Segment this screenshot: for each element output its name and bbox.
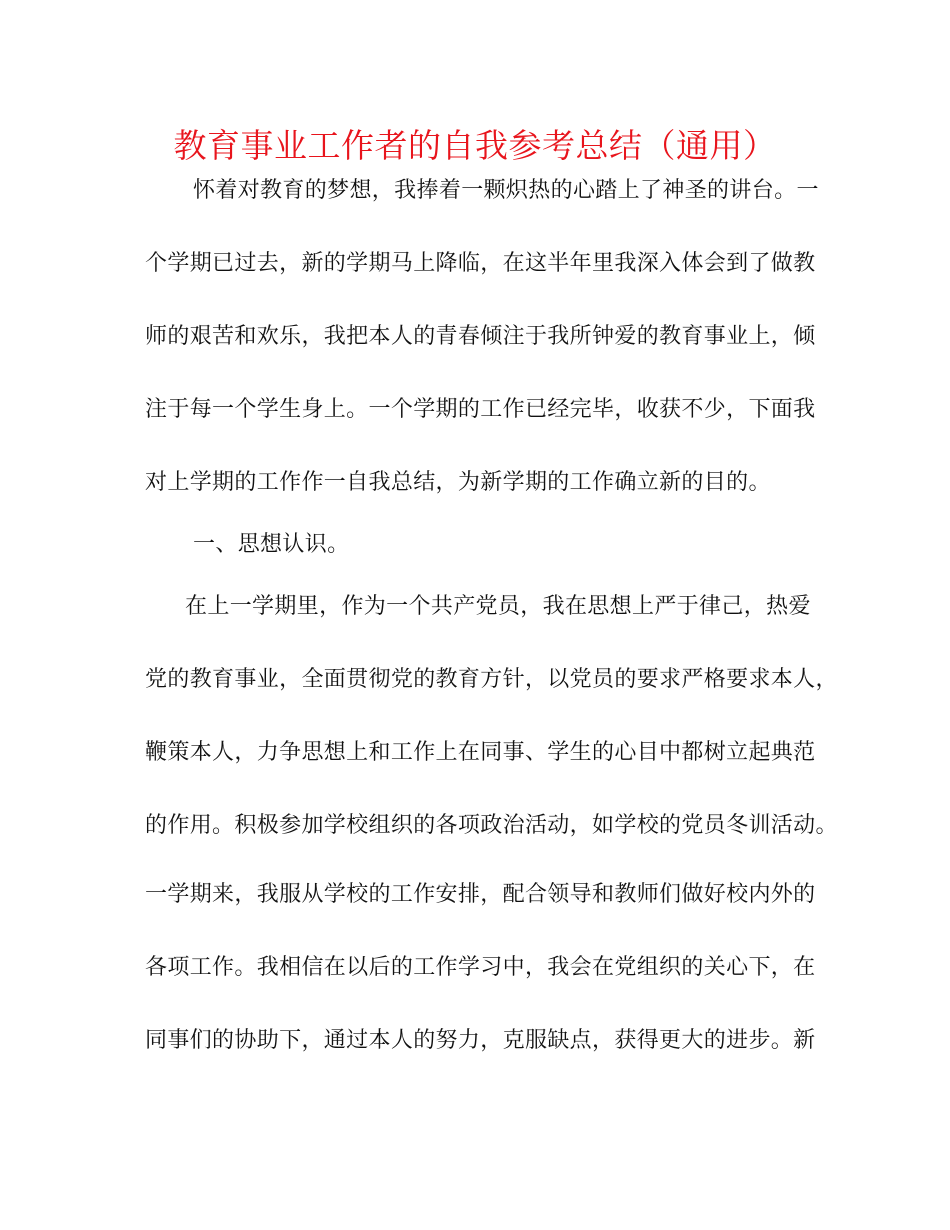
paragraph-line: 同事们的协助下，通过本人的努力，克服缺点，获得更大的进步。新 <box>145 1028 816 1053</box>
paragraph-line: 各项工作。我相信在以后的工作学习中，我会在党组织的关心下，在 <box>145 955 816 980</box>
paragraph-line: 师的艰苦和欢乐，我把本人的青春倾注于我所钟爱的教育事业上，倾 <box>145 324 816 349</box>
paragraph-line: 党的教育事业，全面贯彻党的教育方针，以党员的要求严格要求本人， <box>145 667 838 692</box>
paragraph-line: 注于每一个学生身上。一个学期的工作已经完毕，收获不少，下面我 <box>145 397 816 422</box>
document-title: 教育事业工作者的自我参考总结（通用） <box>173 126 777 165</box>
paragraph-line: 鞭策本人，力争思想上和工作上在同事、学生的心目中都树立起典范 <box>145 740 816 765</box>
paragraph-line: 个学期已过去，新的学期马上降临，在这半年里我深入体会到了做教 <box>145 251 816 276</box>
paragraph-line: 对上学期的工作作一自我总结，为新学期的工作确立新的目的。 <box>145 470 771 495</box>
paragraph-line: 一学期来，我服从学校的工作安排，配合领导和教师们做好校内外的 <box>145 882 816 907</box>
paragraph-line: 在上一学期里，作为一个共产党员，我在思想上严于律己，热爱 <box>185 594 811 619</box>
paragraph-line: 的作用。积极参加学校组织的各项政治活动，如学校的党员冬训活动。 <box>145 813 838 838</box>
section-heading: 一、思想认识。 <box>193 532 350 557</box>
paragraph-line: 怀着对教育的梦想，我捧着一颗炽热的心踏上了神圣的讲台。一 <box>193 178 819 203</box>
